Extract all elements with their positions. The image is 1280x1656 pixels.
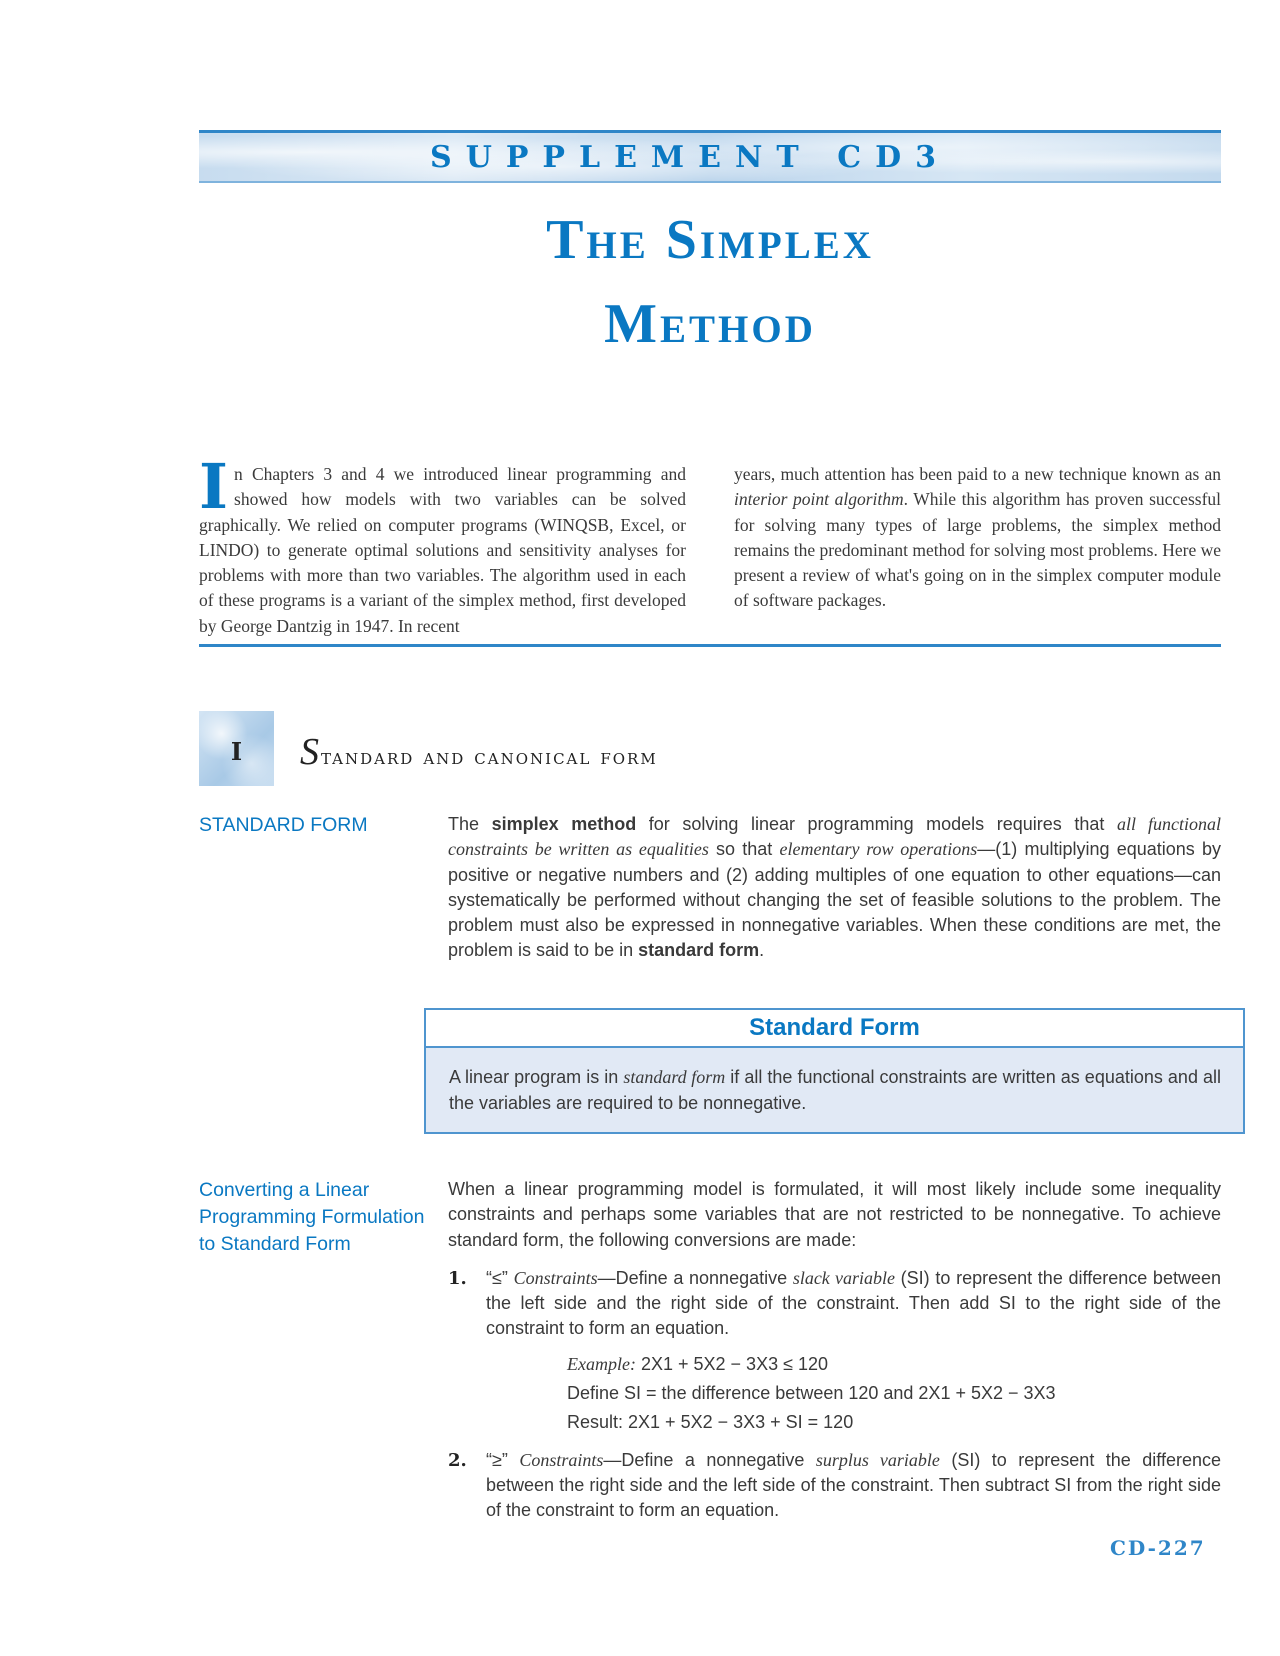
page-number: CD-227	[1110, 1536, 1206, 1560]
italic-label: Constraints	[519, 1450, 604, 1470]
definition-box-heading: Standard Form	[426, 1010, 1243, 1048]
example-line-1	[567, 1350, 1056, 1379]
italic-phrase: all functional constraints be written as equalities	[448, 814, 1222, 860]
list-item-text	[486, 1266, 1221, 1341]
section-number-box	[199, 711, 274, 786]
list-item-text	[486, 1448, 1221, 1523]
text: “≥”	[486, 1450, 520, 1470]
standard-form-paragraph	[448, 812, 1221, 964]
intro-right-text-a: years, much attention has been paid to a new technique known as an	[734, 464, 1221, 484]
italic-label: Constraints	[513, 1268, 598, 1288]
side-head-converting	[199, 1177, 424, 1258]
text: so that	[708, 839, 780, 860]
equation: 2X1 + 5X2 − 3X3 ≤ 120	[635, 1354, 828, 1374]
example-line-3: Result: 2X1 + 5X2 − 3X3 + SI = 120	[567, 1412, 854, 1432]
definition-box	[424, 1008, 1245, 1134]
intro-right-italic: interior point algorithm	[734, 489, 904, 510]
bold-term: standard form	[638, 940, 760, 961]
side-head-line: Programming Formulation	[199, 1206, 425, 1228]
section-title-rest: tandard and canonical form	[321, 745, 658, 770]
definition-box-body	[426, 1048, 1243, 1116]
list-item-surplus	[448, 1448, 1221, 1523]
page-title-line-2: Method	[604, 293, 816, 355]
page-title-line-1: The Simplex	[546, 209, 874, 271]
intro-left-column	[199, 450, 686, 639]
example-label: Example:	[567, 1354, 636, 1374]
text: if all the functional constraints are written as equations and all the variables are required to be nonnegative.	[449, 1067, 1222, 1113]
text: —(1) multiplying equations by positive or negative numbers and (2) adding multiples of one equation to other equations—can systematically be performed without changing the set of feasible solutions to the problem. The problem must also be expressed in nonnegative variables. When these conditions are met, the problem is said to be in	[448, 839, 1221, 961]
intro-right-text-b: . While this algorithm has proven successful for solving many types of large problems, the simplex method remains the predominant method for solving most problems. Here we present a review of what's going on in the simplex computer module of software packages.	[734, 489, 1222, 611]
italic-term: surplus variable	[815, 1450, 940, 1470]
text: (SI) to represent the difference between the left side and the right side of the constraint. Then add SI to the right side of the constraint to form an equation.	[486, 1268, 1221, 1338]
bold-term: simplex method	[491, 814, 637, 834]
text: A linear program is in	[449, 1067, 624, 1087]
supplement-banner	[199, 130, 1221, 183]
text: for solving linear programming models requires that	[636, 814, 1117, 834]
list-number: 2.	[448, 1450, 467, 1471]
italic-phrase: elementary row operations	[779, 839, 978, 860]
text: —Define a nonnegative	[597, 1268, 793, 1288]
text: (SI) to represent the difference between the right side and the left side of the constraint. Then subtract SI from the right side of the constraint to form an equation.	[486, 1450, 1221, 1520]
side-head-line: to Standard Form	[199, 1233, 351, 1255]
text: .	[759, 940, 765, 961]
drop-cap: I	[199, 450, 229, 523]
section-title	[300, 730, 658, 774]
example-block	[567, 1350, 1056, 1437]
list-number: 1.	[448, 1268, 467, 1289]
example-line-2: Define SI = the difference between 120 and 2X1 + 5X2 − 3X3	[567, 1383, 1056, 1403]
text: —Define a nonnegative	[603, 1450, 816, 1470]
intro-right-column	[734, 462, 1221, 614]
italic-term: slack variable	[792, 1268, 895, 1288]
text: “≤”	[486, 1268, 514, 1288]
converting-intro-paragraph: When a linear programming model is formulated, it will most likely include some inequality constraints and perhaps some variables that are not restricted to be nonnegative. To achieve standard form, the following conversions are made:	[448, 1179, 1221, 1250]
list-item-slack	[448, 1266, 1221, 1341]
side-head-line: Converting a Linear	[199, 1179, 370, 1201]
text: The	[448, 814, 492, 834]
intro-left-text: n Chapters 3 and 4 we introduced linear programming and showed how models with two variables can be solved graphically. We relied on computer programs (WINQSB, Excel, or LINDO) to generate optimal solutions and sensitivity analyses for problems with more than two variables. The algorithm used in each of these programs is a variant of the simplex method, first developed by George Dantzig in 1947. In recent	[199, 464, 686, 636]
side-head-standard-form: STANDARD FORM	[199, 814, 368, 836]
section-number: I	[230, 737, 243, 766]
supplement-label: SUPPLEMENT CD3	[430, 139, 950, 175]
section-title-initial: S	[300, 731, 321, 773]
italic-term: standard form	[623, 1067, 726, 1087]
intro-divider	[199, 644, 1221, 647]
